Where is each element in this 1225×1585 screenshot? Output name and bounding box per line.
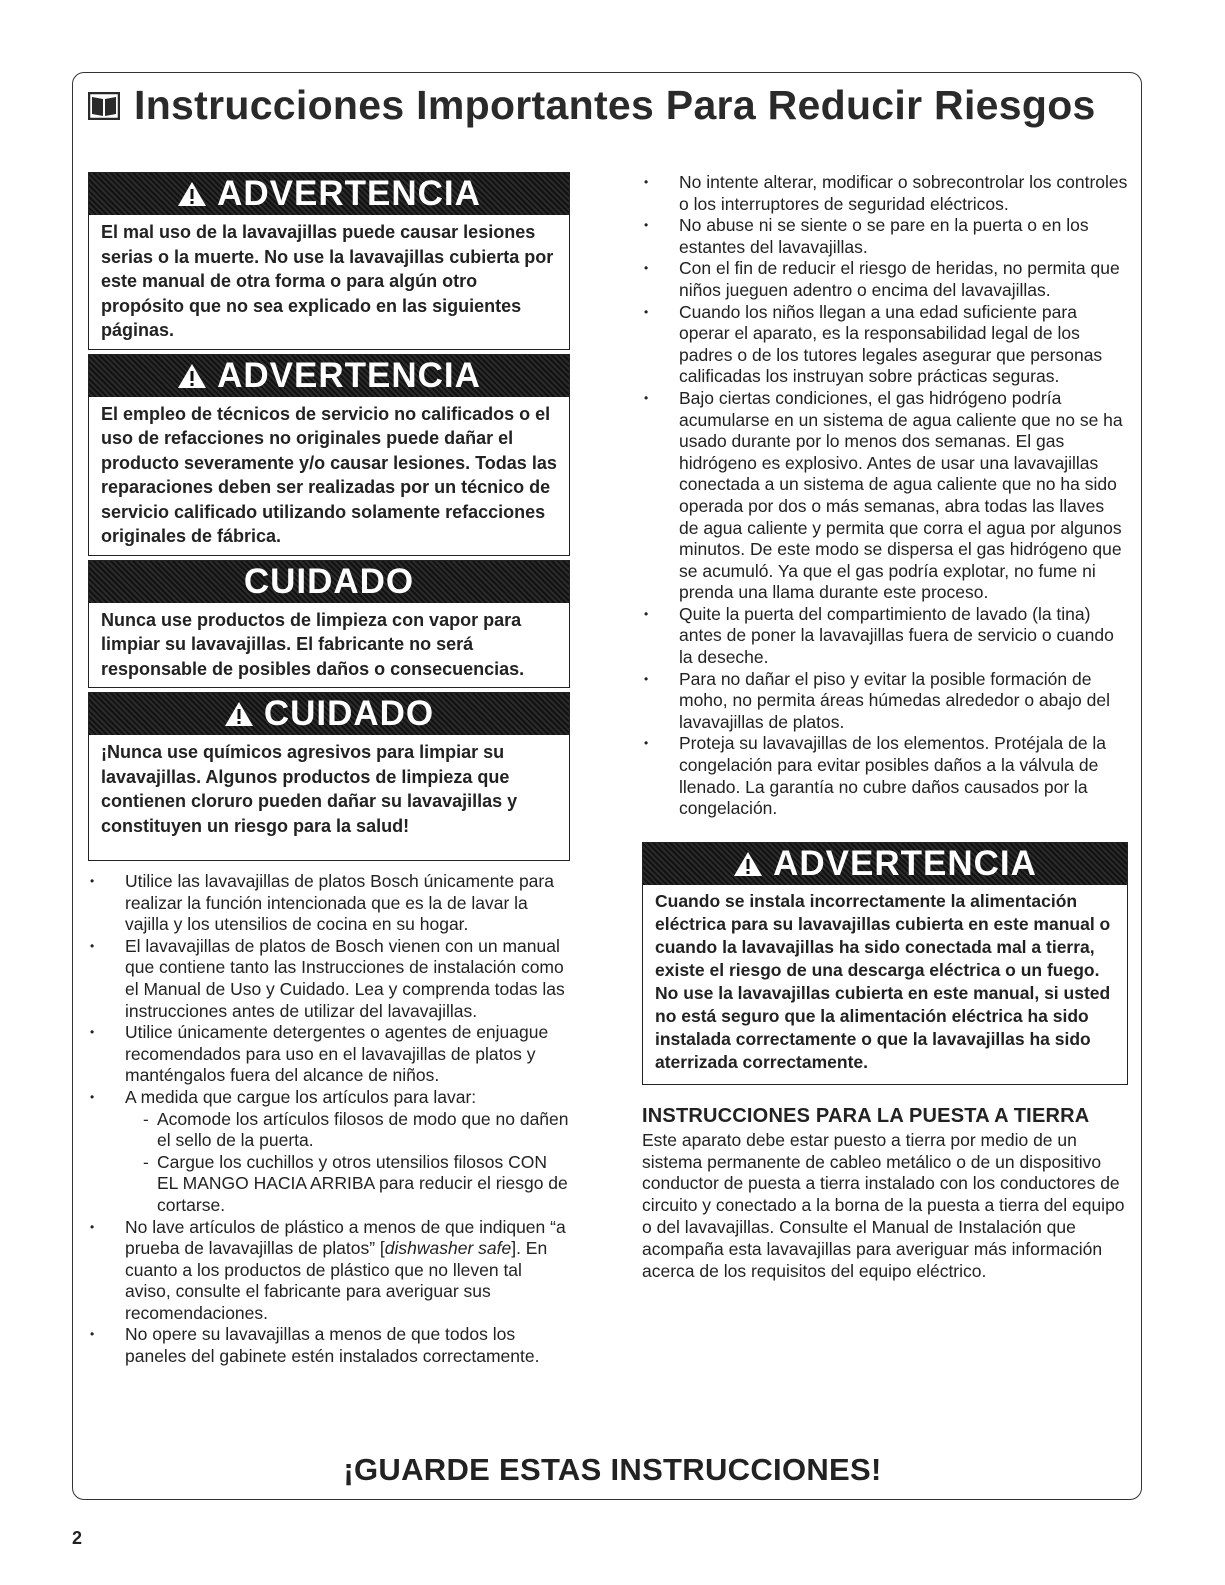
warning-box-service: [88, 354, 570, 556]
caution-box-chemicals: [88, 692, 570, 861]
list-item: • El lavavajillas de platos de Bosch vienen con un manual que contiene tanto las Instrucciones de instalación como el Manual de Uso y Cuidado. Lea y comprenda todas las instrucciones antes de utilizar del lavavajillas.: [88, 936, 570, 1022]
list-item: • No opere su lavavajillas a menos de que todos los paneles del gabinete estén instalados correctamente.: [88, 1324, 570, 1367]
warning-triangle-icon: [224, 701, 254, 727]
list-item: • Quite la puerta del compartimiento de lavado (la tina) antes de poner la lavavajillas fuera de servicio o cuando la deseche.: [642, 604, 1128, 669]
warning-box-text: El mal uso de la lavavajillas puede causar lesiones serias o la muerte. No use la lavavajillas cubierta por este manual de otra forma o para algún otro propósito que no sea explicado en las siguientes páginas.: [101, 222, 554, 340]
caution-box-text: Nunca use productos de limpieza con vapor para limpiar su lavavajillas. El fabricante no será responsable de posibles daños o consecuencias.: [101, 609, 525, 679]
warning-box-text: Cuando se instala incorrectamente la alimentación eléctrica para su lavavajillas cubierta en este manual o cuando la lavavajillas ha sido conectada mal a tierra, existe el riesgo de una descarga eléctrica o un fuego. No use la lavavajillas cubierta en este manual, si usted no está seguro que la alimentación eléctrica ha sido instalada correctamente o que la lavavajillas ha sido aterrizada correctamente.: [655, 890, 1111, 1072]
save-instructions-banner: ¡GUARDE ESTAS INSTRUCCIONES!: [343, 1452, 882, 1487]
page-title-row: [88, 82, 1096, 129]
page-number: 2: [72, 1528, 83, 1548]
list-item-text: ]. En cuanto a los productos de plástico que no lleven tal aviso, consulte el fabricante para averiguar sus recomendaciones.: [125, 1238, 548, 1323]
right-bullet-list: [642, 172, 1128, 820]
list-item: [88, 1087, 570, 1217]
grounding-heading: INSTRUCCIONES PARA LA PUESTA A TIERRA: [642, 1104, 1090, 1127]
caution-box-heading-text: CUIDADO: [263, 694, 435, 733]
list-item: • Para no dañar el piso y evitar la posible formación de moho, no permita áreas húmedas alrededor o abajo del lavavajillas de platos.: [642, 669, 1128, 734]
caution-box-text: ¡Nunca use químicos agresivos para limpiar su lavavajillas. Algunos productos de limpieza que contienen cloruro pueden dañar su lavavajillas y constituyen un riesgo para la salud!: [101, 742, 518, 836]
list-item: • Bajo ciertas condiciones, el gas hidrógeno podría acumularse en un sistema de agua caliente que no se ha usado durante por lo menos dos semanas. El gas hidrógeno es explosivo. Antes de usar una lavavajillas conectada a un sistema de agua caliente que no ha sido operada por dos o más semanas, abra todas las llaves de agua caliente y permita que corra el agua por algunos minutos. De este modo se dispersa el gas hidrógeno que se acumuló. Ya que el gas podría explotar, no fume ni prenda una llama durante este proceso.: [642, 388, 1128, 604]
manual-book-icon: [88, 92, 120, 120]
list-item: • Utilice únicamente detergentes o agentes de enjuague recomendados para uso en el lavavajillas de platos y manténgalos fuera del alcance de niños.: [88, 1022, 570, 1087]
list-item: • No intente alterar, modificar o sobrecontrolar los controles o los interruptores de seguridad eléctricos.: [642, 172, 1128, 215]
list-item-text: A medida que cargue los artículos para lavar:: [125, 1086, 477, 1107]
list-item-text: No lave artículos de plástico a menos de que indiquen “a prueba de lavavajillas de platos” [: [125, 1216, 566, 1259]
grounding-text: Este aparato debe estar puesto a tierra por medio de un sistema permanente de cableo metálico o de un dispositivo conductor de puesta a tierra instalado con los conductores de circuito y conectado a la borna de la puesta a tierra del equipo o del lavavajillas. Consulte el Manual de Instalación que acompaña esta lavavajillas para averiguar más información acerca de los requisitos del equipo eléctrico.: [642, 1129, 1125, 1281]
sub-list-item: - Cargue los cuchillos y otros utensilios filosos CON EL MANGO HACIA ARRIBA para reducir el riesgo de cortarse.: [125, 1152, 570, 1217]
warning-box-text: El empleo de técnicos de servicio no calificados o el uso de refacciones no originales puede dañar el producto severamente y/o causar lesiones. Todas las reparaciones deben ser realizadas por un técnico de servicio calificado utilizando solamente refacciones originales de fábrica.: [101, 403, 557, 546]
warning-box-heading-text: ADVERTENCIA: [773, 843, 1037, 883]
sub-list: [125, 1109, 570, 1217]
caution-box-heading-text: CUIDADO: [243, 561, 415, 601]
warning-box-misuse: [88, 172, 570, 350]
left-bullet-list: [88, 871, 570, 1368]
right-column: [642, 172, 1128, 1282]
caution-box-heading: [89, 561, 569, 603]
warning-box-heading: [89, 355, 569, 397]
list-item: • Cuando los niños llegan a una edad suficiente para operar el aparato, es la responsabilidad legal de los padres o de los tutores legales asegurar que personas calificadas los instruyan sobre prácticas seguras.: [642, 302, 1128, 388]
warning-triangle-icon: [177, 181, 207, 207]
warning-triangle-icon: [733, 851, 763, 877]
list-item: • No abuse ni se siente o se pare en la puerta o en los estantes del lavavajillas.: [642, 215, 1128, 258]
list-item-emphasis: dishwasher safe: [384, 1238, 512, 1259]
warning-box-heading-text: ADVERTENCIA: [217, 355, 481, 395]
page-title: Instrucciones Importantes Para Reducir Riesgos: [134, 82, 1096, 128]
warning-triangle-icon: [177, 363, 207, 389]
caution-box-heading: [89, 693, 569, 735]
warning-box-heading: [643, 843, 1127, 885]
sub-list-item: - Acomode los artículos filosos de modo que no dañen el sello de la puerta.: [125, 1109, 570, 1152]
warning-box-heading: [89, 173, 569, 215]
list-item: • Utilice las lavavajillas de platos Bosch únicamente para realizar la función intencionada que es la de lavar la vajilla y los utensilios de cocina en su hogar.: [88, 871, 570, 936]
list-item: [88, 1217, 570, 1325]
list-item: • Con el fin de reducir el riesgo de heridas, no permita que niños jueguen adentro o encima del lavavajillas.: [642, 258, 1128, 301]
warning-box-electrical: [642, 842, 1128, 1085]
caution-box-steam: [88, 560, 570, 689]
list-item: • Proteja su lavavajillas de los elementos. Protéjala de la congelación para evitar posibles daños a la válvula de llenado. La garantía no cubre daños causados por la congelación.: [642, 733, 1128, 819]
warning-box-heading-text: ADVERTENCIA: [217, 174, 481, 213]
left-column: [88, 172, 570, 1368]
